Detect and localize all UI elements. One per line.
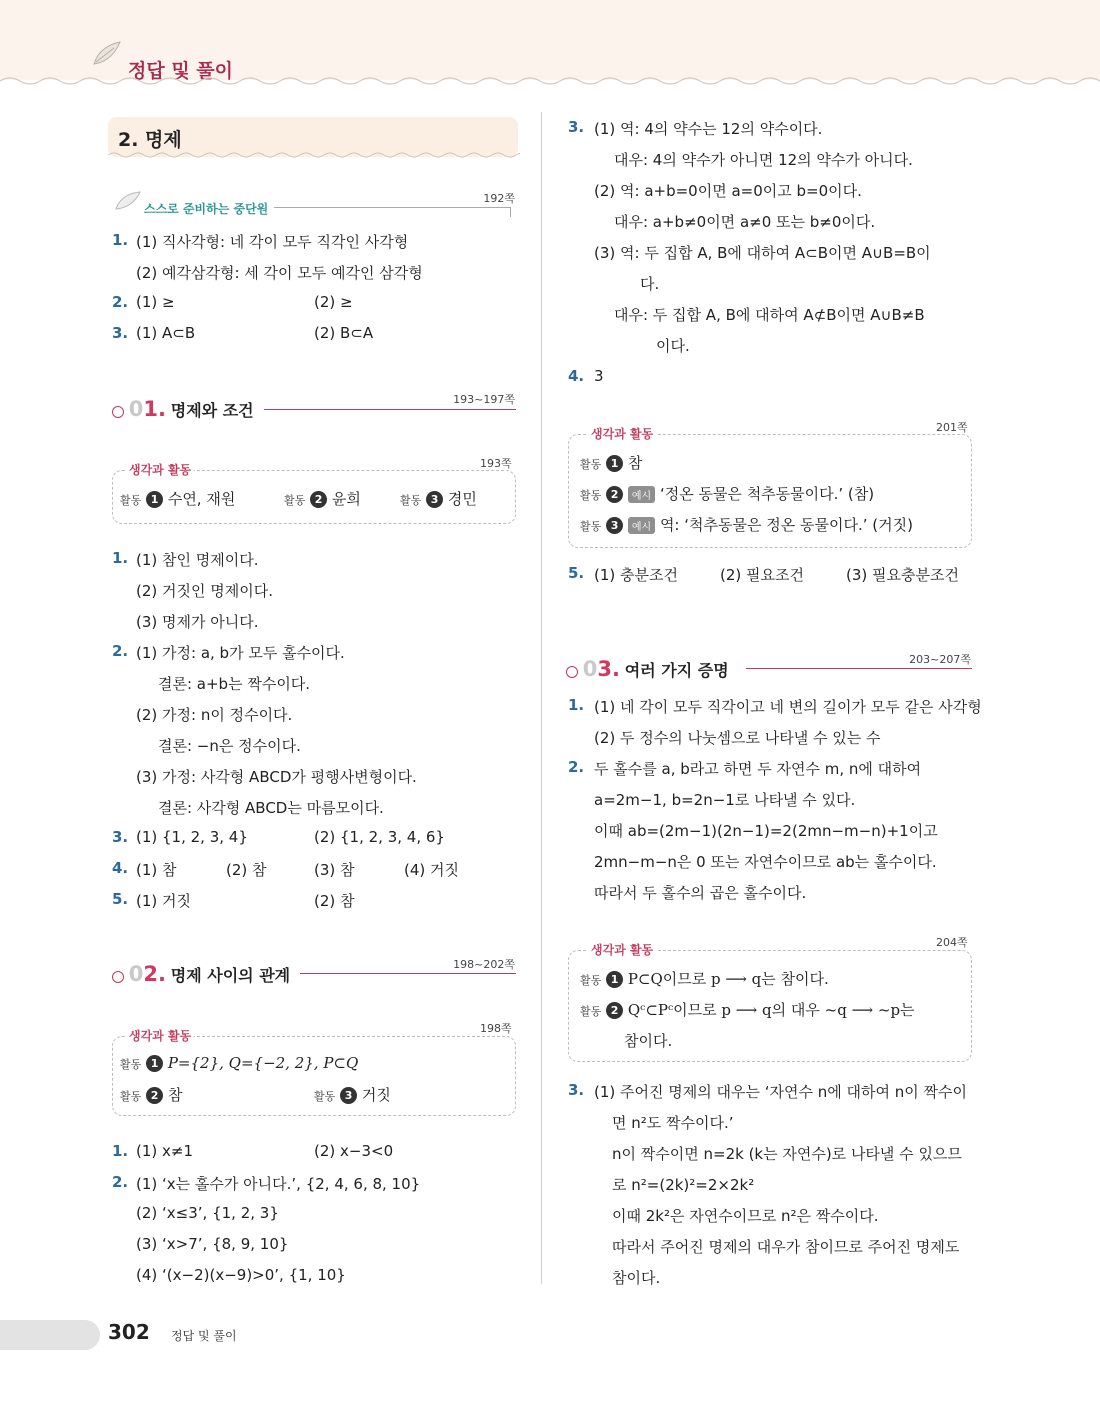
activity-box-4-page: 204쪽 <box>936 936 968 949</box>
section-03-item-text: 두 홀수를 a, b라고 하면 두 자연수 m, n에 대하여 <box>594 760 922 778</box>
prep-item-number: 3. <box>112 324 129 342</box>
section-03-q3-text: n이 짝수이면 n=2k (k는 자연수)로 나타낼 수 있으므 <box>612 1145 962 1163</box>
section-01-title: 명제와 조건 <box>170 401 254 420</box>
prep-leaf-icon <box>114 191 144 213</box>
prep-item-number: 2. <box>112 293 129 311</box>
section-03-item-number: 1. <box>568 696 585 714</box>
right-item-number: 4. <box>568 367 585 385</box>
column-divider <box>541 112 542 1284</box>
section-01-item-text: (1) 가정: a, b가 모두 홀수이다. <box>136 644 345 662</box>
section-03-item-text: (2) 두 정수의 나눗셈으로 나타낼 수 있는 수 <box>594 729 881 747</box>
section-02-item-text: (4) ‘(x−2)(x−9)>0’, {1, 10} <box>136 1266 346 1284</box>
chapter-wave <box>108 150 520 160</box>
section-01-item-number: 3. <box>112 828 129 846</box>
section-02-page: 198~202쪽 <box>453 958 515 971</box>
section-01-header: 01. 명제와 조건 <box>112 397 254 421</box>
section-02-title: 명제 사이의 관계 <box>170 966 291 985</box>
section-01-item-text: (2) 가정: n이 정수이다. <box>136 706 293 724</box>
activity-4-item-1: 활동 1 P⊂Q이므로 p ⟶ q는 참이다. <box>580 970 829 988</box>
section-03-item-text: 이때 ab=(2m−1)(2n−1)=2(2mn−m−n)+1이고 <box>594 822 938 840</box>
activity-box-1-page: 193쪽 <box>480 457 512 470</box>
section-01-item-text: (3) 명제가 아니다. <box>136 613 259 631</box>
right-item-text: 대우: 4의 약수가 아니면 12의 약수가 아니다. <box>614 151 913 169</box>
section-01-item-number: 2. <box>112 642 129 660</box>
right-q5-c: (3) 필요충분조건 <box>846 566 959 584</box>
activity-2-item-2: 활동 2 참 <box>120 1086 183 1104</box>
activity-3-item-1: 활동 1 참 <box>580 454 643 472</box>
section-02-item-text: (3) ‘x>7’, {8, 9, 10} <box>136 1235 289 1253</box>
section-01-item-text-4: (4) 거짓 <box>404 861 459 879</box>
header-title: 정답 및 풀이 <box>128 60 233 82</box>
activity-box-3-page: 201쪽 <box>936 421 968 434</box>
section-02-item-text-2: (2) x−3<0 <box>314 1142 394 1160</box>
activity-1-item-3: 활동 3 경민 <box>400 490 477 508</box>
section-03-q3-text: 면 n²도 짝수이다.’ <box>612 1114 734 1132</box>
section-03-q3-text: 따라서 주어진 명제의 대우가 참이므로 주어진 명제도 <box>612 1238 960 1256</box>
section-03-item-text: a=2m−1, b=2n−1로 나타낼 수 있다. <box>594 791 856 809</box>
right-item-number: 3. <box>568 118 585 136</box>
prep-label: 스스로 준비하는 중단원 <box>144 202 269 216</box>
section-01-item-number: 5. <box>112 890 129 908</box>
section-01-item-text: (1) 참 <box>136 861 177 879</box>
section-02-item-number: 1. <box>112 1142 129 1160</box>
activity-box-3-tag: 생각과 활동 <box>588 425 656 442</box>
footer-text: 정답 및 풀이 <box>171 1329 237 1343</box>
section-02-item-number: 2. <box>112 1173 129 1191</box>
right-q5: 5. <box>568 564 585 582</box>
section-02-item-text: (1) x≠1 <box>136 1142 194 1160</box>
activity-1-item-2: 활동 2 윤희 <box>284 490 361 508</box>
section-01-item-text-2: (2) {1, 2, 3, 4, 6} <box>314 828 445 846</box>
section-03-q3-text: 참이다. <box>612 1269 661 1287</box>
section-01-item-text: 결론: −n은 정수이다. <box>158 737 301 755</box>
prep-item-text: (1) ≥ <box>136 293 175 311</box>
leaf-icon <box>92 40 122 68</box>
section-03-q3-number: 3. <box>568 1081 585 1099</box>
section-03-item-number: 2. <box>568 758 585 776</box>
section-01-item-text-2: (2) 참 <box>314 892 355 910</box>
section-01-item-text: (3) 가정: 사각형 ABCD가 평행사변형이다. <box>136 768 417 786</box>
prep-item-text-2: (2) B⊂A <box>314 324 374 342</box>
prep-item-text: (2) 예각삼각형: 세 각이 모두 예각인 삼각형 <box>136 264 423 282</box>
right-item-text: (1) 역: 4의 약수는 12의 약수이다. <box>594 120 823 138</box>
footer-band <box>0 1320 100 1350</box>
right-item-text: 대우: a+b≠0이면 a≠0 또는 b≠0이다. <box>614 213 876 231</box>
section-01-item-number: 1. <box>112 549 129 567</box>
activity-box-2-page: 198쪽 <box>480 1022 512 1035</box>
activity-box-1-tag: 생각과 활동 <box>126 461 194 478</box>
activity-1-item-1: 활동 1 수연, 재원 <box>120 490 236 508</box>
section-02-item-text: (2) ‘x≤3’, {1, 2, 3} <box>136 1204 279 1222</box>
right-item-text: 3 <box>594 367 604 385</box>
activity-2-item-3: 활동 3 거짓 <box>314 1086 391 1104</box>
section-01-page: 193~197쪽 <box>453 393 515 406</box>
section-01-item-text: 결론: 사각형 ABCD는 마름모이다. <box>158 799 384 817</box>
section-01-item-text: (1) {1, 2, 3, 4} <box>136 828 248 846</box>
section-01-item-text: (2) 거짓인 명제이다. <box>136 582 273 600</box>
section-02-header: 02. 명제 사이의 관계 <box>112 962 290 986</box>
section-03-q3-text: 로 n²=(2k)²=2×2k² <box>612 1176 755 1194</box>
section-02-item-text: (1) ‘x는 홀수가 아니다.’, {2, 4, 6, 8, 10} <box>136 1175 421 1193</box>
section-01-item-text-3: (3) 참 <box>314 861 355 879</box>
section-03-page: 203~207쪽 <box>909 653 971 666</box>
right-item-text: 다. <box>640 275 660 293</box>
activity-3-item-2: 활동 2 예시 ‘정온 동물은 척추동물이다.’ (참) <box>580 485 875 503</box>
right-q5-b: (2) 필요조건 <box>720 566 804 584</box>
section-01-item-text: (1) 참인 명제이다. <box>136 551 259 569</box>
page-number: 302 <box>108 1320 150 1344</box>
right-q5-a: (1) 충분조건 <box>594 566 678 584</box>
prep-rule <box>274 207 510 208</box>
wavy-divider <box>0 74 1100 88</box>
right-item-text: (3) 역: 두 집합 A, B에 대하여 A⊂B이면 A∪B=B이 <box>594 244 931 262</box>
section-03-q3-text: 이때 2k²은 자연수이므로 n²은 짝수이다. <box>612 1207 879 1225</box>
activity-box-4-tag: 생각과 활동 <box>588 941 656 958</box>
chapter-title: 2. 명제 <box>118 129 182 151</box>
section-01-item-number: 4. <box>112 859 129 877</box>
section-01-item-text: 결론: a+b는 짝수이다. <box>158 675 311 693</box>
section-03-item-text: 따라서 두 홀수의 곱은 홀수이다. <box>594 884 807 902</box>
activity-3-item-3: 활동 3 예시 역: ‘척추동물은 정온 동물이다.’ (거짓) <box>580 516 913 534</box>
section-03-item-text: 2mn−m−n은 0 또는 자연수이므로 ab는 홀수이다. <box>594 853 937 871</box>
activity-4-item-2: 활동 2 Qᶜ⊂Pᶜ이므로 p ⟶ q의 대우 ~q ⟶ ~p는 <box>580 1001 915 1019</box>
prep-page: 192쪽 <box>483 192 515 205</box>
prep-item-text-2: (2) ≥ <box>314 293 353 311</box>
activity-2-item-1: 활동 1 P={2}, Q={−2, 2}, P⊂Q <box>120 1054 359 1072</box>
right-item-text: 대우: 두 집합 A, B에 대하여 A⊄B이면 A∪B≠B <box>614 306 925 324</box>
section-01-item-text-2: (2) 참 <box>226 861 267 879</box>
prep-item-text: (1) A⊂B <box>136 324 196 342</box>
section-03-q3-text: (1) 주어진 명제의 대우는 ‘자연수 n에 대하여 n이 짝수이 <box>594 1083 967 1101</box>
section-03-header: 03. 여러 가지 증명 <box>566 657 729 681</box>
prep-item-number: 1. <box>112 231 129 249</box>
section-01-item-text: (1) 거짓 <box>136 892 191 910</box>
prep-item-text: (1) 직사각형: 네 각이 모두 직각인 사각형 <box>136 233 409 251</box>
right-item-text: 이다. <box>656 337 690 355</box>
section-03-title: 여러 가지 증명 <box>624 661 729 680</box>
section-03-item-text: (1) 네 각이 모두 직각이고 네 변의 길이가 모두 같은 사각형 <box>594 698 982 716</box>
activity-4-item-2b: 참이다. <box>624 1032 673 1050</box>
right-item-text: (2) 역: a+b=0이면 a=0이고 b=0이다. <box>594 182 862 200</box>
activity-box-2-tag: 생각과 활동 <box>126 1027 194 1044</box>
